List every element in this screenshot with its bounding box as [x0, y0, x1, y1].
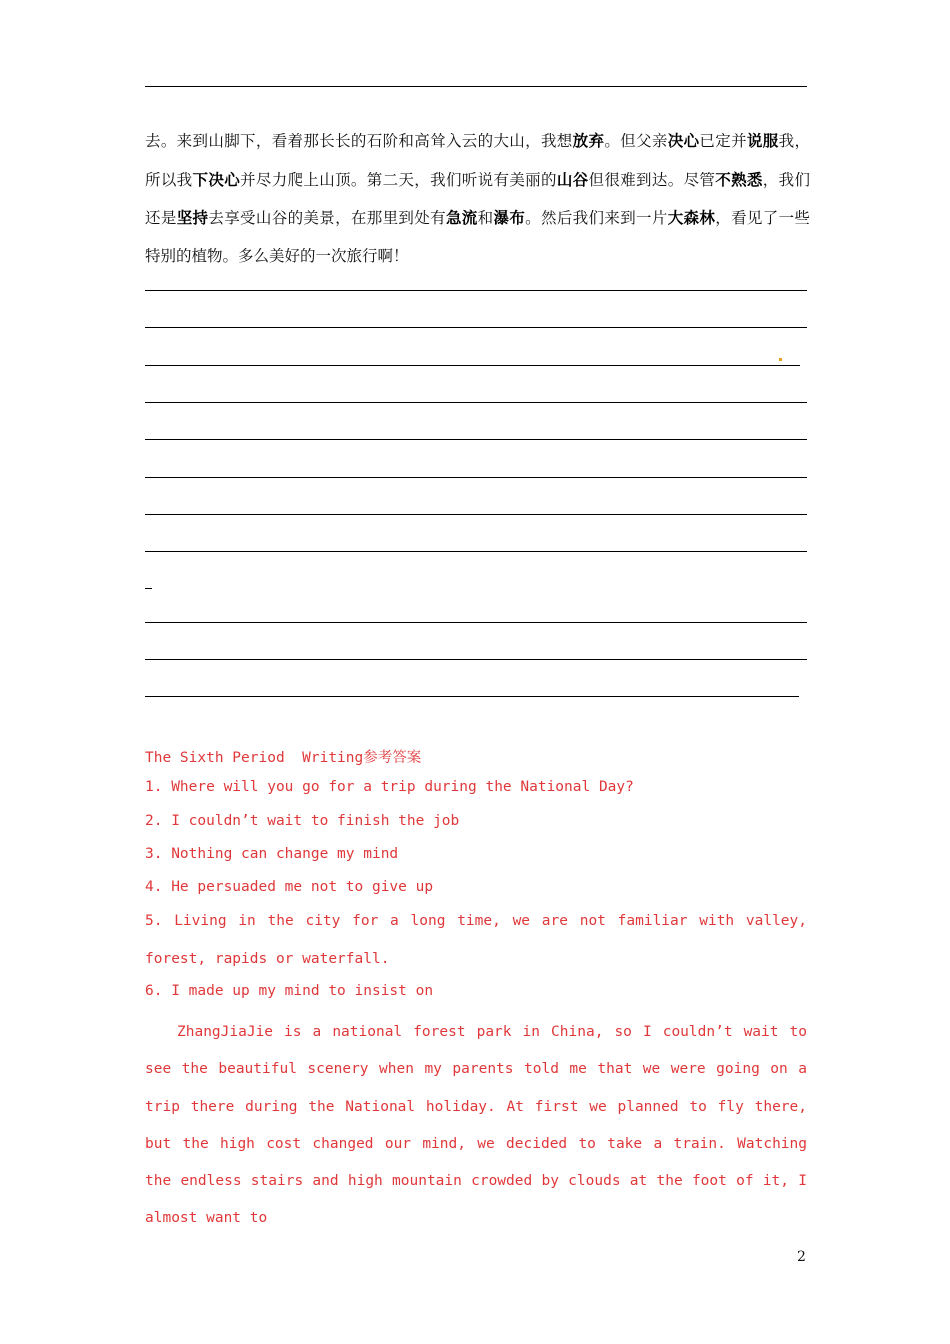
answer-item: 6. I made up my mind to insist on	[145, 983, 434, 999]
writing-line	[145, 365, 800, 366]
text-segment: 和	[477, 209, 494, 227]
writing-dash	[145, 588, 152, 589]
writing-line	[145, 622, 807, 623]
keyword: 说服	[746, 131, 779, 150]
keyword: 坚持	[176, 208, 209, 227]
text-segment: 去享受山谷的美景，在那里到处有	[208, 209, 446, 227]
keyword: 大森林	[667, 208, 716, 227]
keyword: 山谷	[556, 169, 589, 189]
text-segment: 我，所以我	[145, 132, 810, 189]
writing-line	[145, 290, 807, 291]
page-number: 2	[797, 1249, 806, 1265]
answer-essay: ZhangJiaJie is a national forest park in China, so I couldn’t wait to see the beautiful scenery when my parents told me that we were going on a trip there during the National holiday. At first we planned to fly there, but the high cost changed our mind, we decided to take a train. Watching the endless stairs and high mountain crowded by clouds at the foot of it, I almost want to	[145, 1024, 807, 1227]
writing-line	[145, 696, 799, 697]
keyword: 不熟悉	[715, 169, 763, 189]
text-segment: ，我们还是	[145, 170, 810, 227]
text-segment: 。但父亲	[604, 132, 668, 150]
writing-line	[145, 477, 807, 478]
keyword: 急流	[445, 208, 478, 227]
text-segment: ，看见了一些特别的植物。多么美好的一次旅行啊！	[145, 209, 810, 265]
writing-line	[145, 551, 807, 552]
answer-item: 1. Where will you go for a trip during the National Day?	[145, 779, 634, 795]
writing-line-top	[145, 86, 807, 87]
keyword: 下决心	[192, 169, 241, 189]
text-segment: 并尽力爬上山顶。第二天，我们听说有美丽的	[240, 170, 557, 189]
writing-line	[145, 514, 807, 515]
writing-line	[145, 327, 807, 328]
chinese-prompt-paragraph	[145, 122, 810, 275]
keyword: 决心	[667, 131, 700, 150]
keyword: 放弃	[572, 131, 605, 150]
writing-line	[145, 402, 807, 403]
answer-item: 2. I couldn’t wait to finish the job	[145, 813, 460, 829]
text-segment: 。然后我们来到一片	[525, 209, 668, 227]
keyword: 瀑布	[493, 208, 526, 227]
answer-item: 5. Living in the city for a long time, we are not familiar with valley, forest, rapids or waterfall.	[145, 913, 807, 967]
text-segment: 但很难到达。尽管	[588, 170, 716, 189]
writing-line	[145, 659, 807, 660]
answers-heading: The Sixth Period Writing参考答案	[145, 750, 422, 766]
stray-mark	[779, 358, 782, 361]
answer-item: 4. He persuaded me not to give up	[145, 879, 434, 895]
text-segment: 去。来到山脚下，看着那长长的石阶和高耸入云的大山，我想	[145, 132, 573, 150]
text-segment: 已定并	[699, 132, 747, 150]
writing-line	[145, 439, 807, 440]
answer-item: 3. Nothing can change my mind	[145, 846, 399, 862]
